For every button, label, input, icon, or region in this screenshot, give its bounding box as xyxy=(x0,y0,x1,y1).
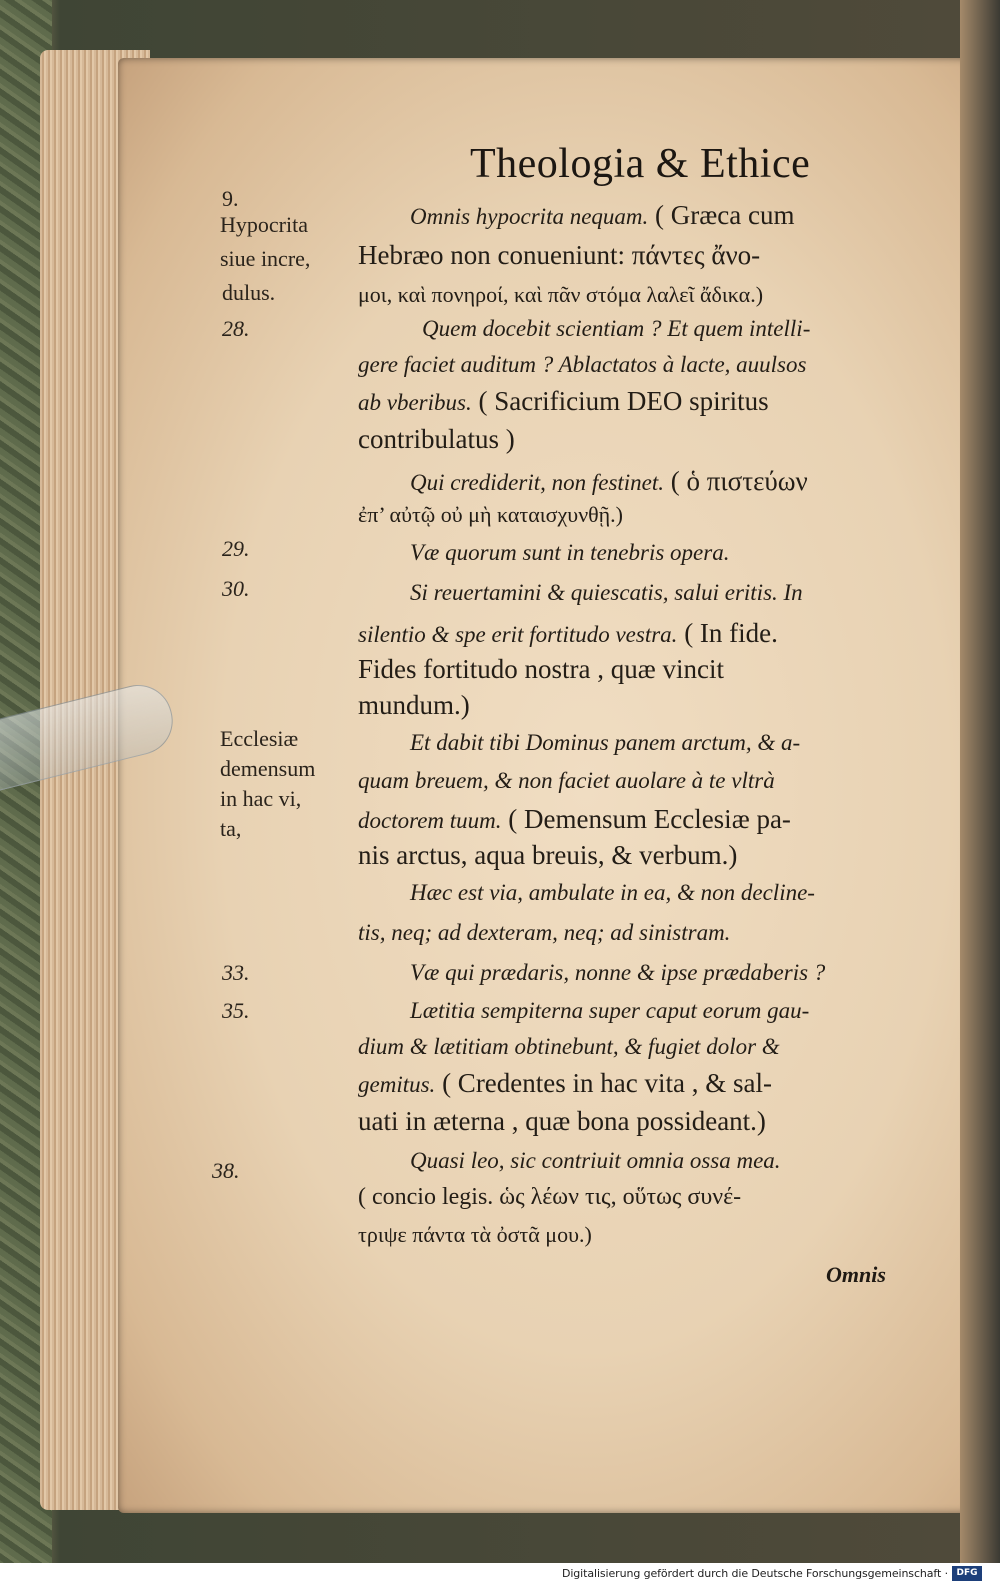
text-line-4: Quem docebit scientiam ? Et quem intelli- xyxy=(422,316,811,341)
text-line-18: nis arctus, aqua breuis, & verbum.) xyxy=(358,840,738,870)
text-line-24-italic: gemitus. xyxy=(358,1072,436,1097)
text-line-3: μοι, καὶ πονηροί, καὶ πᾶν στόμα λαλεῖ ἄδικα.) xyxy=(358,282,764,307)
margin-note-ecclesiae-4: ta, xyxy=(220,816,242,841)
verse-number-30: 30. xyxy=(222,576,250,601)
verse-number-33: 33. xyxy=(222,960,250,985)
text-line-2: Hebræo non conueniunt: πάντες ἄνο- xyxy=(358,240,761,270)
verse-number-38: 38. xyxy=(212,1158,240,1183)
text-line-21: Væ qui prædaris, nonne & ipse prædaberis ? xyxy=(410,960,826,985)
text-line-28: τριψε πάντα τὰ ὀστᾶ μου.) xyxy=(358,1222,592,1247)
verse-number-28: 28. xyxy=(222,316,250,341)
text-line-16: quam breuem, & non faciet auolare à te vltrà xyxy=(358,768,775,793)
margin-note-ecclesiae-2: demensum xyxy=(220,756,316,781)
text-line-9: ἐπ’ αὐτῷ οὐ μὴ καταισχυνθῇ.) xyxy=(358,502,624,527)
text-line-22: Lætitia sempiterna super caput eorum gau- xyxy=(410,998,810,1023)
running-head: Theologia & Ethice xyxy=(470,141,811,187)
dfg-logo: DFG xyxy=(952,1566,982,1581)
text-line-14: mundum.) xyxy=(358,690,470,720)
text-line-7: contribulatus ) xyxy=(358,424,515,454)
text-line-6-italic: ab vberibus. xyxy=(358,390,472,415)
text-line-12 xyxy=(358,618,918,649)
text-line-11: Si reuertamini & quiescatis, salui eritis. In xyxy=(410,580,803,605)
text-line-8-roman: ( ὁ πιστεύων xyxy=(664,466,808,496)
text-line-13: Fides fortitudo nostra , quæ vincit xyxy=(358,654,724,684)
text-line-12-italic: silentio & spe erit fortitudo vestra. xyxy=(358,622,678,647)
text-line-24 xyxy=(358,1068,918,1099)
text-line-8 xyxy=(410,466,970,497)
text-line-17 xyxy=(358,804,918,835)
verse-number-9: 9. xyxy=(222,186,239,211)
text-line-1-italic: Omnis hypocrita nequam. xyxy=(410,204,649,229)
text-line-1 xyxy=(410,200,920,231)
margin-note-hypocrita-2: siue incre, xyxy=(220,246,311,271)
verse-number-35: 35. xyxy=(222,998,250,1023)
text-line-1-roman: ( Græca cum xyxy=(648,200,795,230)
text-line-23: dium & lætitiam obtinebunt, & fugiet dolor & xyxy=(358,1034,780,1059)
text-line-20: tis, neq; ad dexteram, neq; ad sinistram. xyxy=(358,920,731,945)
text-line-17-roman: ( Demensum Ecclesiæ pa- xyxy=(501,804,791,834)
margin-note-ecclesiae-1: Ecclesiæ xyxy=(220,726,299,751)
text-line-24-roman: ( Credentes in hac vita , & sal- xyxy=(435,1068,772,1098)
catchword: Omnis xyxy=(826,1262,886,1287)
text-line-25: uati in æterna , quæ bona possideant.) xyxy=(358,1106,766,1136)
text-line-8-italic: Qui crediderit, non festinet. xyxy=(410,470,665,495)
verse-number-29: 29. xyxy=(222,536,250,561)
text-line-10: Væ quorum sunt in tenebris opera. xyxy=(410,540,730,565)
digitization-credit: Digitalisierung gefördert durch die Deutsche Forschungsgemeinschaft · xyxy=(561,1567,948,1580)
text-line-12-roman: ( In fide. xyxy=(677,618,778,648)
text-line-6 xyxy=(358,386,918,417)
text-line-26: Quasi leo, sic contriuit omnia ossa mea. xyxy=(410,1148,781,1173)
text-line-17-italic: doctorem tuum. xyxy=(358,808,502,833)
text-line-27: ( concio legis. ὡς λέων τις, οὕτως συνέ- xyxy=(358,1184,742,1210)
book-gutter xyxy=(960,0,1000,1587)
text-line-19: Hæc est via, ambulate in ea, & non decline- xyxy=(410,880,815,905)
text-line-15: Et dabit tibi Dominus panem arctum, & a- xyxy=(410,730,801,755)
margin-note-hypocrita-1: Hypocrita xyxy=(220,212,308,237)
margin-note-hypocrita-3: dulus. xyxy=(222,280,276,305)
margin-note-ecclesiae-3: in hac vi, xyxy=(220,786,302,811)
text-line-6-roman: ( Sacrificium DEO spiritus xyxy=(471,386,769,416)
text-line-5: gere faciet auditum ? Ablactatos à lacte, auulsos xyxy=(358,352,807,377)
